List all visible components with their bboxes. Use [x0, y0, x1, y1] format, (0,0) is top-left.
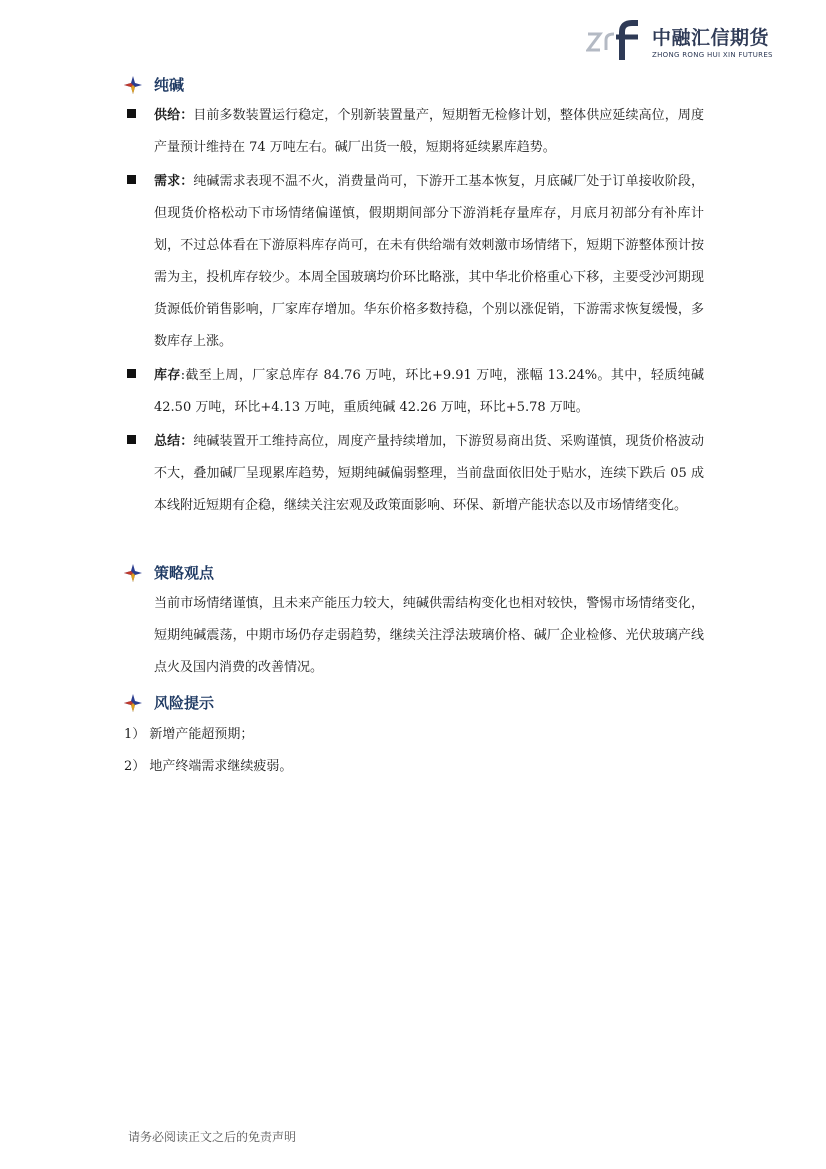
section-heading-risk	[124, 692, 214, 713]
square-bullet-icon	[127, 369, 136, 378]
section-heading-strategy	[124, 562, 214, 583]
item-lead: 总结：	[154, 434, 194, 449]
item-text: :截至上周，厂家总库存 84.76 万吨，环比+9.91 万吨，涨幅 13.24%。其中，轻质纯碱 42.50 万吨，环比+4.13 万吨，重质纯碱 42.26 万吨，环比+5.78 万吨。	[154, 368, 704, 415]
square-bullet-icon	[127, 175, 136, 184]
square-bullet-icon	[127, 109, 136, 118]
risk-item: 1） 新增产能超预期；	[124, 727, 254, 742]
list-item-demand	[124, 166, 704, 358]
item-lead: 供给：	[154, 108, 194, 123]
star-bullet-icon	[124, 564, 142, 582]
square-bullet-icon	[127, 435, 136, 444]
logo-chinese-name: 中融汇信期货	[652, 27, 770, 49]
star-bullet-icon	[124, 694, 142, 712]
section-title: 风险提示	[154, 694, 215, 712]
section-heading-soda	[124, 74, 184, 95]
list-item-summary	[124, 426, 704, 522]
company-logo	[586, 18, 776, 64]
item-text: 目前多数装置运行稳定，个别新装置量产，短期暂无检修计划，整体供应延续高位，周度产量预计维持在 74 万吨左右。碱厂出货一般，短期将延续累库趋势。	[154, 108, 704, 155]
item-lead: 需求：	[154, 174, 194, 189]
logo-english-name: ZHONG RONG HUI XIN FUTURES	[652, 51, 773, 59]
item-lead: 库存	[154, 368, 181, 383]
strategy-paragraph: 当前市场情绪谨慎，且未来产能压力较大，纯碱供需结构变化也相对较快，警惕市场情绪变化，短期纯碱震荡，中期市场仍存走弱趋势，继续关注浮法玻璃价格、碱厂企业检修、光伏玻璃产线点火及国内消费的改善情况。	[154, 596, 704, 675]
section-title: 纯碱	[154, 76, 185, 94]
footer-disclaimer: 请务必阅读正文之后的免责声明	[128, 1130, 297, 1144]
zrf-logo-mark	[586, 20, 648, 60]
star-bullet-icon	[124, 76, 142, 94]
item-text: 纯碱装置开工维持高位，周度产量持续增加，下游贸易商出货、采购谨慎，现货价格波动不大，叠加碱厂呈现累库趋势，短期纯碱偏弱整理，当前盘面依旧处于贴水，连续下跌后 05 成本线附近短期有企稳，继续关注宏观及政策面影响、环保、新增产能状态以及市场情绪变化。	[154, 434, 704, 513]
risk-item: 2） 地产终端需求继续疲弱。	[124, 759, 293, 774]
list-item-supply	[124, 100, 704, 164]
list-item-inventory	[124, 360, 704, 424]
item-text: 纯碱需求表现不温不火，消费量尚可，下游开工基本恢复，月底碱厂处于订单接收阶段，但现货价格松动下市场情绪偏谨慎，假期期间部分下游消耗存量库存，月底月初部分有补库计划，不过总体看在下游原料库存尚可，在未有供给端有效刺激市场情绪下，短期下游整体预计按需为主，投机库存较少。本周全国玻璃均价环比略涨，其中华北价格重心下移，主要受沙河期现货源低价销售影响，厂家库存增加。华东价格多数持稳，个别以涨促销，下游需求恢复缓慢，多数库存上涨。	[154, 174, 704, 349]
section-title: 策略观点	[154, 564, 215, 582]
